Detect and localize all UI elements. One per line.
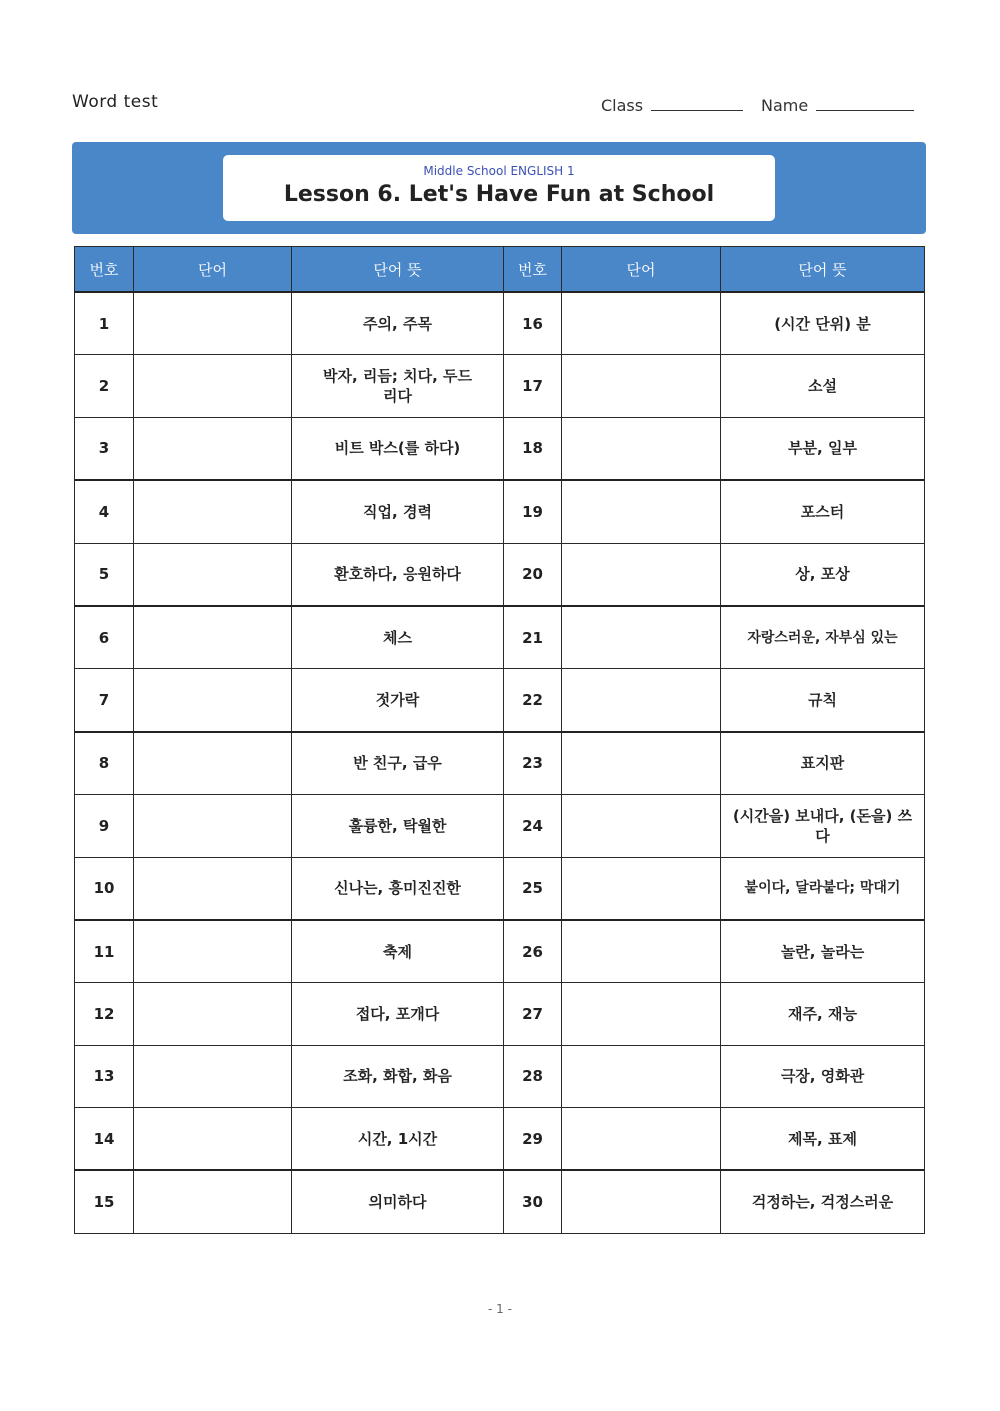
class-field	[601, 92, 743, 115]
word-answer-cell[interactable]	[562, 1108, 721, 1171]
item-number: 27	[504, 983, 562, 1045]
table-row	[75, 543, 925, 606]
document-title: Word test	[72, 92, 159, 112]
item-number: 7	[75, 669, 134, 732]
word-meaning: 시간, 1시간	[292, 1108, 504, 1171]
word-meaning: 주의, 주목	[292, 292, 504, 355]
item-number: 21	[504, 606, 562, 669]
word-answer-cell[interactable]	[562, 480, 721, 543]
word-answer-cell[interactable]	[134, 606, 292, 669]
word-meaning: 놀란, 놀라는	[721, 920, 925, 983]
item-number: 16	[504, 292, 562, 355]
class-blank-line[interactable]	[651, 92, 743, 111]
item-number: 26	[504, 920, 562, 983]
header-meaning: 단어 뜻	[721, 247, 925, 293]
item-number: 2	[75, 355, 134, 417]
word-meaning: 재주, 재능	[721, 983, 925, 1045]
table-row	[75, 1045, 925, 1107]
item-number: 14	[75, 1108, 134, 1171]
item-number: 10	[75, 857, 134, 920]
word-answer-cell[interactable]	[562, 606, 721, 669]
word-meaning: 극장, 영화관	[721, 1045, 925, 1107]
word-meaning: 제목, 표제	[721, 1108, 925, 1171]
word-answer-cell[interactable]	[562, 669, 721, 732]
word-answer-cell[interactable]	[134, 857, 292, 920]
worksheet-header	[72, 92, 916, 118]
word-meaning: 표지판	[721, 732, 925, 795]
word-answer-cell[interactable]	[134, 543, 292, 606]
table-row	[75, 983, 925, 1045]
word-meaning: 규칙	[721, 669, 925, 732]
word-answer-cell[interactable]	[562, 1045, 721, 1107]
item-number: 22	[504, 669, 562, 732]
word-meaning: 환호하다, 응원하다	[292, 543, 504, 606]
word-meaning: 훌륭한, 탁월한	[292, 795, 504, 857]
header-word: 단어	[562, 247, 721, 293]
item-number: 9	[75, 795, 134, 857]
table-row	[75, 606, 925, 669]
lesson-banner	[72, 142, 926, 234]
item-number: 30	[504, 1170, 562, 1233]
table-row	[75, 417, 925, 480]
word-meaning: 의미하다	[292, 1170, 504, 1233]
item-number: 3	[75, 417, 134, 480]
word-meaning: 자랑스러운, 자부심 있는	[721, 606, 925, 669]
word-answer-cell[interactable]	[134, 795, 292, 857]
item-number: 4	[75, 480, 134, 543]
word-answer-cell[interactable]	[134, 417, 292, 480]
item-number: 17	[504, 355, 562, 417]
word-answer-cell[interactable]	[134, 920, 292, 983]
item-number: 8	[75, 732, 134, 795]
header-number: 번호	[75, 247, 134, 293]
word-meaning: 반 친구, 급우	[292, 732, 504, 795]
table-row	[75, 1170, 925, 1233]
item-number: 6	[75, 606, 134, 669]
word-meaning: 포스터	[721, 480, 925, 543]
word-meaning: 부분, 일부	[721, 417, 925, 480]
word-answer-cell[interactable]	[134, 732, 292, 795]
word-meaning: 조화, 화합, 화음	[292, 1045, 504, 1107]
word-meaning: 접다, 포개다	[292, 983, 504, 1045]
word-meaning: 신나는, 흥미진진한	[292, 857, 504, 920]
word-answer-cell[interactable]	[134, 1170, 292, 1233]
word-meaning: 직업, 경력	[292, 480, 504, 543]
name-field	[761, 92, 914, 115]
table-row	[75, 732, 925, 795]
word-answer-cell[interactable]	[134, 480, 292, 543]
table-row	[75, 480, 925, 543]
item-number: 13	[75, 1045, 134, 1107]
word-answer-cell[interactable]	[562, 983, 721, 1045]
word-meaning: 체스	[292, 606, 504, 669]
word-answer-cell[interactable]	[562, 920, 721, 983]
table-row	[75, 292, 925, 355]
word-answer-cell[interactable]	[562, 292, 721, 355]
word-answer-cell[interactable]	[134, 983, 292, 1045]
course-subtitle: Middle School ENGLISH 1	[423, 164, 575, 178]
item-number: 15	[75, 1170, 134, 1233]
item-number: 5	[75, 543, 134, 606]
word-answer-cell[interactable]	[562, 417, 721, 480]
word-meaning: 붙이다, 달라붙다; 막대기	[721, 857, 925, 920]
word-answer-cell[interactable]	[134, 1108, 292, 1171]
item-number: 18	[504, 417, 562, 480]
item-number: 29	[504, 1108, 562, 1171]
word-answer-cell[interactable]	[134, 1045, 292, 1107]
word-answer-cell[interactable]	[562, 1170, 721, 1233]
item-number: 19	[504, 480, 562, 543]
word-meaning: 젓가락	[292, 669, 504, 732]
word-answer-cell[interactable]	[562, 543, 721, 606]
table-row	[75, 920, 925, 983]
item-number: 24	[504, 795, 562, 857]
item-number: 25	[504, 857, 562, 920]
word-answer-cell[interactable]	[134, 292, 292, 355]
name-blank-line[interactable]	[816, 92, 914, 111]
table-row	[75, 669, 925, 732]
item-number: 23	[504, 732, 562, 795]
word-meaning: 소설	[721, 355, 925, 417]
header-meaning: 단어 뜻	[292, 247, 504, 293]
table-row	[75, 355, 925, 417]
lesson-title-box	[223, 155, 775, 221]
table-row	[75, 857, 925, 920]
header-number: 번호	[504, 247, 562, 293]
word-answer-cell[interactable]	[134, 355, 292, 417]
vocabulary-table	[74, 246, 925, 1234]
lesson-title: Lesson 6. Let's Have Fun at School	[283, 182, 715, 207]
word-meaning: 박자, 리듬; 치다, 두드리다	[292, 355, 504, 417]
header-word: 단어	[134, 247, 292, 293]
word-answer-cell[interactable]	[562, 732, 721, 795]
table-row	[75, 1108, 925, 1171]
word-meaning: 걱정하는, 걱정스러운	[721, 1170, 925, 1233]
word-meaning: (시간 단위) 분	[721, 292, 925, 355]
item-number: 12	[75, 983, 134, 1045]
class-label: Class	[601, 96, 644, 115]
word-answer-cell[interactable]	[562, 857, 721, 920]
word-answer-cell[interactable]	[134, 669, 292, 732]
word-meaning: 상, 포상	[721, 543, 925, 606]
word-meaning: (시간을) 보내다, (돈을) 쓰다	[721, 795, 925, 857]
item-number: 20	[504, 543, 562, 606]
item-number: 1	[75, 292, 134, 355]
item-number: 11	[75, 920, 134, 983]
table-header-row	[75, 247, 925, 293]
table-row	[75, 795, 925, 857]
word-meaning: 축제	[292, 920, 504, 983]
word-answer-cell[interactable]	[562, 795, 721, 857]
item-number: 28	[504, 1045, 562, 1107]
name-label: Name	[761, 96, 809, 115]
page-number: - 1 -	[488, 1302, 512, 1316]
word-answer-cell[interactable]	[562, 355, 721, 417]
word-meaning: 비트 박스(를 하다)	[292, 417, 504, 480]
